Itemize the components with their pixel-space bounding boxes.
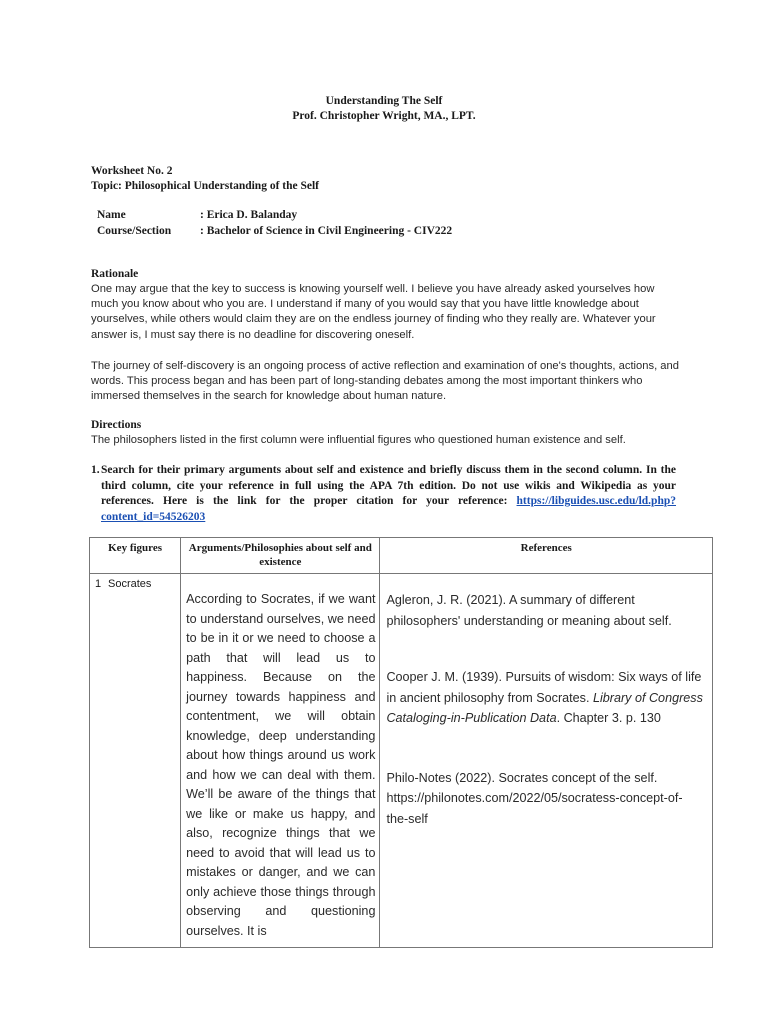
table-header-row [90, 538, 713, 574]
worksheet-topic: Topic: Philosophical Understanding of the Self [91, 180, 320, 192]
reference-1: Agleron, J. R. (2021). A summary of different philosophers' understanding or meaning about self. [386, 593, 672, 628]
figure-name: Socrates [108, 578, 152, 590]
question-1 [91, 463, 676, 525]
course-label: Course/Section [97, 225, 172, 237]
directions-heading: Directions [91, 419, 142, 431]
reference-2-italic: Library of Congress Cataloging-in-Publication Data [386, 690, 703, 725]
course-value: : Bachelor of Science in Civil Engineering - CIV222 [200, 225, 453, 237]
course-title: Understanding The Self [325, 95, 443, 107]
key-figure-cell [90, 574, 181, 948]
worksheet-number: Worksheet No. 2 [91, 165, 173, 177]
professor-name: Prof. Christopher Wright, MA., LPT. [292, 110, 476, 122]
header-key-figures: Key figures [90, 538, 181, 574]
header-arguments: Arguments/Philosophies about self and existence [181, 538, 380, 574]
row-number: 1 [95, 578, 102, 590]
references-cell[interactable] [380, 574, 713, 948]
citation-guide-link[interactable]: https://libguides.usc.edu/ld.php?content_id=54526203 [101, 495, 676, 523]
question-text: Search for their primary arguments about self and existence and briefly discuss them in the second column. In the third column, cite your reference in full using the APA 7th edition. Do not use wikis and Wikipedia as your references. Here is the link for the proper citation for your reference: [101, 464, 676, 507]
name-label: Name [97, 209, 126, 221]
reference-2: Cooper J. M. (1939). Pursuits of wisdom: Six ways of life in ancient philosophy from Socrates. Library of Congress Cataloging-in-Publication Data. Chapter 3. p. 130 [386, 670, 703, 725]
header-references: References [380, 538, 713, 574]
question-number: 1. [91, 464, 100, 476]
rationale-heading: Rationale [91, 268, 139, 280]
directions-text: The philosophers listed in the first column were influential figures who questioned human existence and self. [91, 434, 626, 446]
name-value: : Erica D. Balanday [200, 209, 298, 221]
argument-cell[interactable]: According to Socrates, if we want to understand ourselves, we need to be in it or we need to choose a path that will lead us to happiness. Because on the journey towards happiness and contentment, we will obtain knowledge, deep understanding about how things around us work and how we can deal with them. We’ll be aware of the things that we like or make us happy, and also, recognize things that we need to avoid that will lead us to mistakes or danger, and we can only achieve those things through observing and questioning ourselves. It is [181, 574, 380, 948]
rationale-paragraph-1: One may argue that the key to success is knowing yourself well. I believe you have already asked yourselves how much you know about who you are. I understand if many of you would say that you have little knowledge about yourselves, while others would claim they are on the endless journey of finding who they really are. Whatever your answer is, I must say there is no deadline for discovering oneself. [91, 283, 656, 341]
reference-3: Philo-Notes (2022). Socrates concept of the self. https://philonotes.com/2022/05/socratess-concept-of-the-self [386, 770, 683, 826]
table-row [90, 574, 713, 948]
philosophers-table [89, 537, 713, 948]
rationale-paragraph-2: The journey of self-discovery is an ongoing process of active reflection and examination of one's thoughts, actions, and words. This process began and has been part of long-standing debates among the most important thinkers who immersed themselves in the search for knowledge about human nature. [91, 360, 679, 403]
